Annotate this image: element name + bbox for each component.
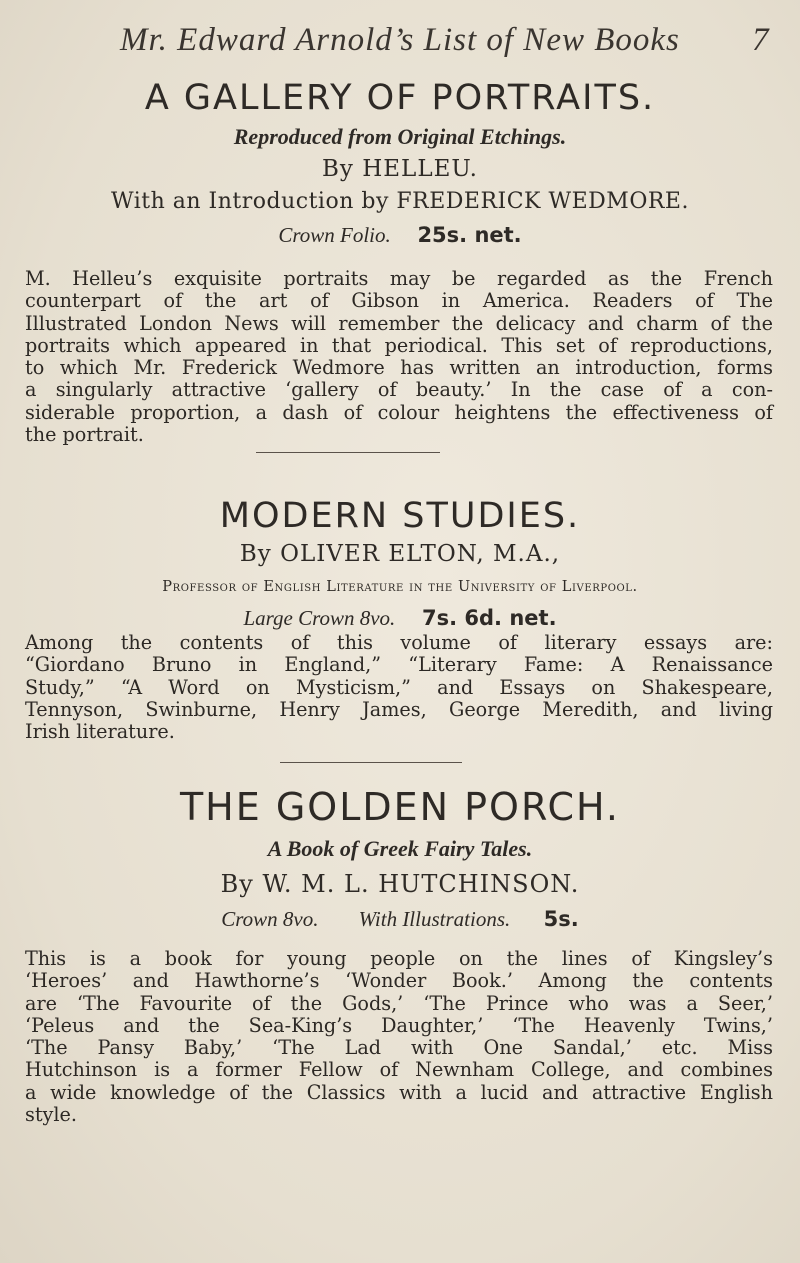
gallery-subtitle: Reproduced from Original Etchings.: [233, 124, 567, 149]
porch-subtitle: A Book of Greek Fairy Tales.: [267, 836, 533, 861]
text-line: style.: [25, 1103, 77, 1127]
text-line: are ‘The Favourite of the Gods,’ ‘The Prince who was a Seer,’: [25, 991, 773, 1015]
gallery-introduction: With an Introduction by FREDERICK WEDMORE.: [111, 189, 689, 214]
golden-porch-entry: [0, 782, 800, 936]
modern-description: [25, 632, 773, 743]
modern-studies-entry: [0, 494, 800, 632]
text-line: Study,” “A Word on Mysticism,” and Essays on Shakespeare,: [25, 675, 773, 699]
text-line: ‘Peleus and the Sea-King’s Daughter,’ ‘The Heavenly Twins,’: [25, 1013, 773, 1037]
text-line: ‘Heroes’ and Hawthorne’s ‘Wonder Book.’ Among the contents: [25, 969, 773, 993]
running-header: [0, 22, 800, 62]
modern-price: 7s. 6d. net.: [422, 606, 557, 630]
text-line: the portrait.: [25, 423, 144, 447]
text-line: counterpart of the art of Gibson in America. Readers of The: [25, 289, 773, 313]
porch-illustrations: With Illustrations.: [358, 907, 511, 931]
text-line: a singularly attractive ‘gallery of beauty.’ In the case of a con-: [25, 378, 773, 402]
modern-format: Large Crown 8vo.: [243, 606, 396, 630]
gallery-format-line: [0, 218, 800, 252]
header-title: Mr. Edward Arnold’s List of New Books: [120, 22, 680, 58]
text-line: ‘The Pansy Baby,’ ‘The Lad with One Sandal,’ etc. Miss: [25, 1036, 773, 1060]
divider-rule: [280, 762, 462, 763]
gallery-format: Crown Folio.: [278, 223, 391, 247]
porch-price: 5s.: [543, 907, 579, 931]
modern-affiliation: Professor of English Literature in the University of Liverpool.: [162, 579, 638, 595]
text-line: siderable proportion, a dash of colour heightens the effectiveness of: [25, 400, 773, 424]
text-line: Among the contents of this volume of literary essays are:: [25, 631, 773, 654]
modern-title: MODERN STUDIES.: [219, 496, 581, 536]
gallery-entry: [0, 76, 800, 252]
gallery-author: By HELLEU.: [322, 156, 478, 182]
porch-author: By W. M. L. HUTCHINSON.: [220, 870, 580, 898]
text-line: “Giordano Bruno in England,” “Literary Fame: A Renaissance: [25, 653, 773, 677]
text-line: This is a book for young people on the lines of Kingsley’s: [25, 947, 773, 970]
text-line: a wide knowledge of the Classics with a lucid and attractive English: [25, 1080, 773, 1104]
page-number: 7: [752, 22, 769, 58]
gallery-title: A GALLERY OF PORTRAITS.: [144, 78, 656, 118]
divider-rule: [256, 452, 440, 453]
modern-author: By OLIVER ELTON, M.A.,: [239, 541, 561, 567]
gallery-price: 25s. net.: [417, 223, 522, 247]
text-line: Irish literature.: [25, 720, 175, 744]
text-line: portraits which appeared in that periodical. This set of reproductions,: [25, 333, 773, 357]
porch-format-line: [0, 902, 800, 936]
porch-title: THE GOLDEN PORCH.: [179, 785, 621, 829]
text-line: to which Mr. Frederick Wedmore has written an introduction, forms: [25, 356, 773, 380]
text-line: Hutchinson is a former Fellow of Newnham College, and combines: [25, 1058, 773, 1082]
porch-description: [25, 948, 773, 1126]
porch-format: Crown 8vo.: [221, 907, 319, 931]
text-line: Illustrated London News will remember the delicacy and charm of the: [25, 311, 773, 335]
modern-format-line: [0, 604, 800, 632]
gallery-description: [25, 268, 773, 446]
text-line: Tennyson, Swinburne, Henry James, George Meredith, and living: [25, 697, 773, 721]
text-line: M. Helleu’s exquisite portraits may be regarded as the French: [25, 267, 773, 290]
